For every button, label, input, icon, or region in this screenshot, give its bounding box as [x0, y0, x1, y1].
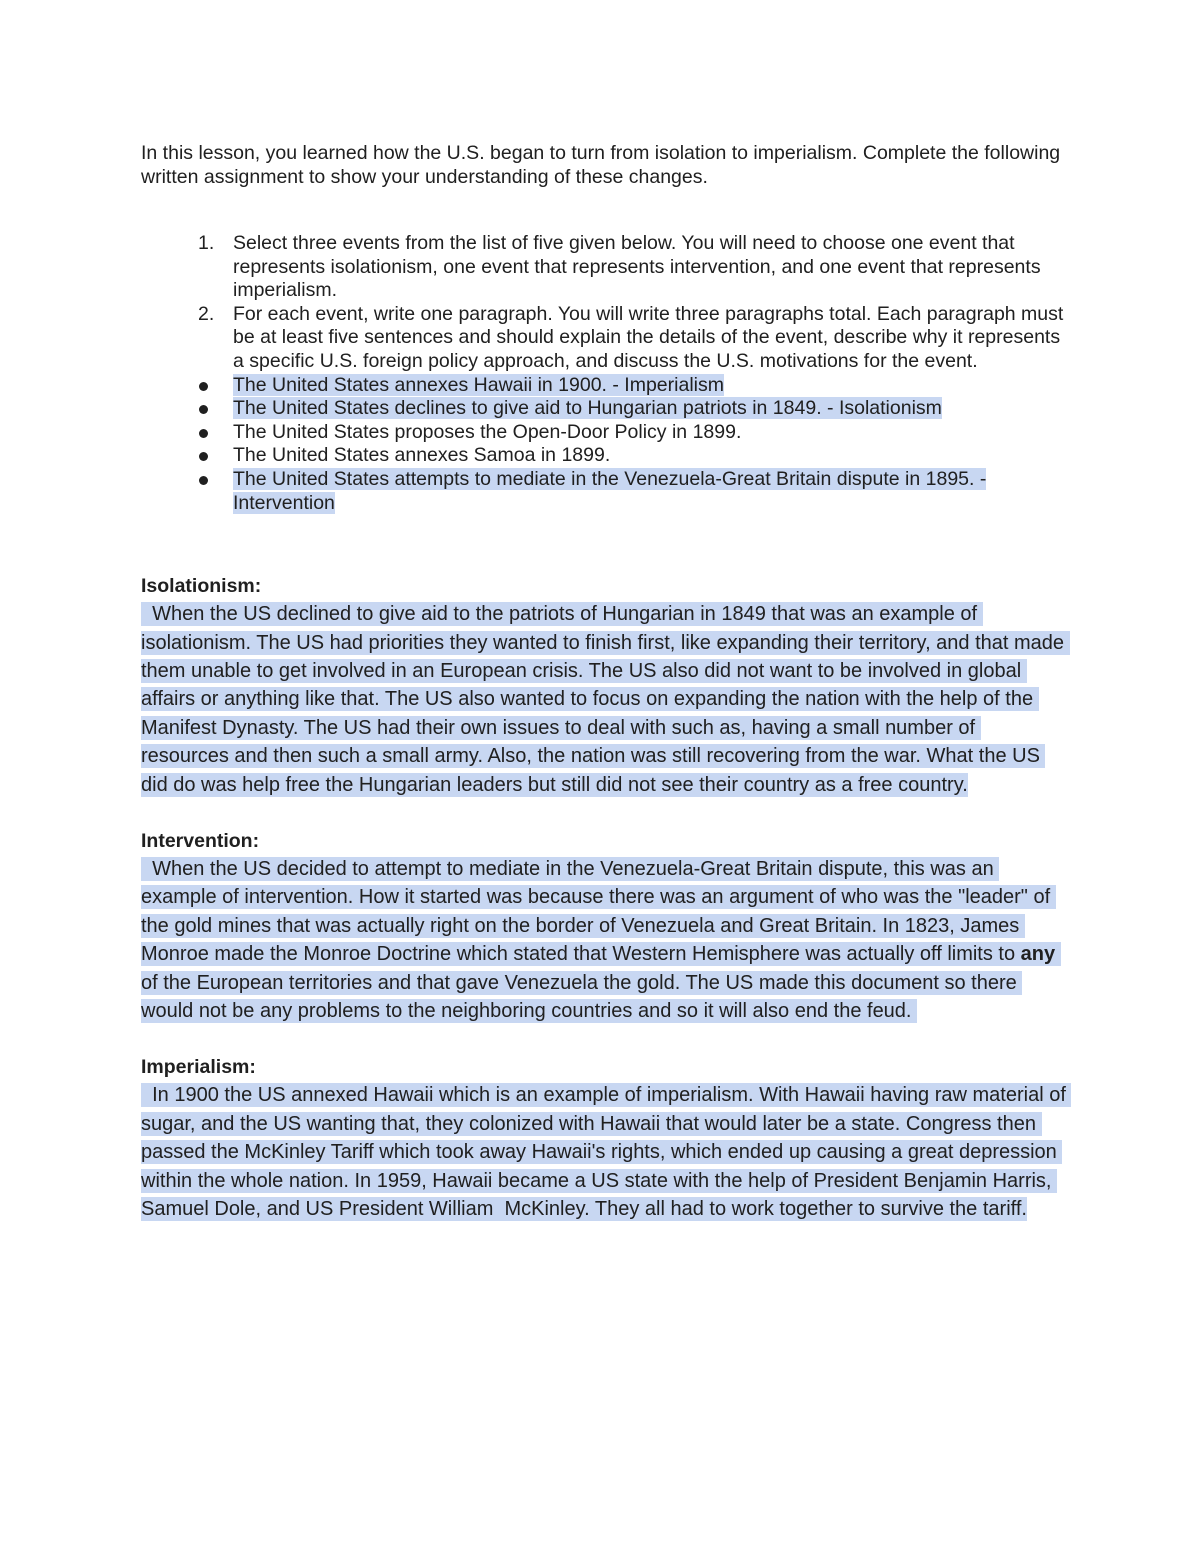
imperialism-heading: Imperialism: — [141, 1056, 256, 1079]
imperialism-section — [141, 1053, 1072, 1223]
intervention-text-after: of the European territories and that gave Venezuela the gold. The US made this document so there would not be any problems to the neighboring countries and so it will also end the feud. — [141, 943, 1061, 1022]
intervention-paragraph — [141, 855, 1066, 1025]
isolationism-heading: Isolationism: — [141, 575, 262, 598]
intervention-section — [141, 827, 1066, 1025]
bullet-icon — [199, 452, 208, 461]
intro-paragraph: In this lesson, you learned how the U.S. began to turn from isolation to imperialism. Complete the following written assignment to show your understanding of these changes. — [141, 142, 1061, 188]
essay-body — [141, 572, 1072, 1223]
bullet-icon — [199, 429, 208, 438]
instruction-number: 1. — [198, 232, 215, 254]
isolationism-text: When the US declined to give aid to the patriots of Hungarian in 1849 that was an example of isolationism. The US had priorities they wanted to finish first, like expanding their territory, and that made them unable to get involved in an European crisis. The US also did not want to be involved in global affairs or anything like that. The US also wanted to focus on expanding the nation with the help of the Manifest Dynasty. The US had their own issues to deal with such as, having a small number of resources and then such a small army. Also, the nation was still recovering from the war. What the US did do was help free the Hungarian leaders but still did not see their country as a free country. — [141, 603, 1070, 796]
event-item — [141, 421, 1066, 445]
event-text: The United States declines to give aid to Hungarian patriots in 1849. - Isolationism — [233, 397, 942, 420]
isolationism-paragraph — [141, 600, 1070, 799]
bullet-icon — [199, 405, 208, 414]
event-text: The United States attempts to mediate in the Venezuela-Great Britain dispute in 1895. - Intervention — [233, 467, 987, 514]
instruction-text: For each event, write one paragraph. You will write three paragraphs total. Each paragraph must be at least five sentences and should explain the details of the event, describe why it represents a specific U.S. foreign policy approach, and discuss the U.S. motivations for the event. — [233, 302, 1064, 372]
instruction-item — [141, 303, 1066, 374]
isolationism-section — [141, 572, 1070, 799]
imperialism-paragraph — [141, 1081, 1072, 1223]
document-page — [141, 141, 1072, 1251]
bullet-icon — [199, 476, 208, 485]
event-item — [141, 468, 1066, 515]
event-text: The United States annexes Samoa in 1899. — [233, 444, 611, 467]
event-text: The United States proposes the Open-Door Policy in 1899. — [233, 420, 742, 443]
event-text: The United States annexes Hawaii in 1900. - Imperialism — [233, 373, 724, 396]
instruction-text: Select three events from the list of five given below. You will need to choose one event that represents isolationism, one event that represents intervention, and one event that represents imperialism. — [233, 232, 1041, 302]
imperialism-text: In 1900 the US annexed Hawaii which is an example of imperialism. With Hawaii having raw material of sugar, and the US wanting that, they colonized with Hawaii that would later be a state. Congress then passed the McKinley Tariff which took away Hawaii's rights, which ended up causing a great depression within the whole nation. In 1959, Hawaii became a US state with the help of President Benjamin Harris, Samuel Dole, and US President William McKinley. They all had to work together to survive the tariff. — [141, 1084, 1072, 1221]
event-item — [141, 397, 1066, 421]
instruction-number: 2. — [198, 302, 215, 325]
event-item — [141, 444, 1066, 468]
intervention-heading: Intervention: — [141, 829, 260, 852]
events-list — [141, 374, 1066, 516]
intervention-text-bold: any — [1020, 943, 1056, 966]
event-item — [141, 374, 1066, 398]
instruction-item — [141, 232, 1066, 303]
bullet-icon — [199, 382, 208, 391]
instructions-list — [141, 232, 1066, 374]
intervention-text-before: When the US decided to attempt to mediate in the Venezuela-Great Britain dispute, this was an example of intervention. How it started was because there was an argument of who was the "leader" of the gold mines that was actually right on the border of Venezuela and Great Britain. In 1823, James Monroe made the Monroe Doctrine which stated that Western Hemisphere was actually off limits to — [141, 857, 1056, 966]
